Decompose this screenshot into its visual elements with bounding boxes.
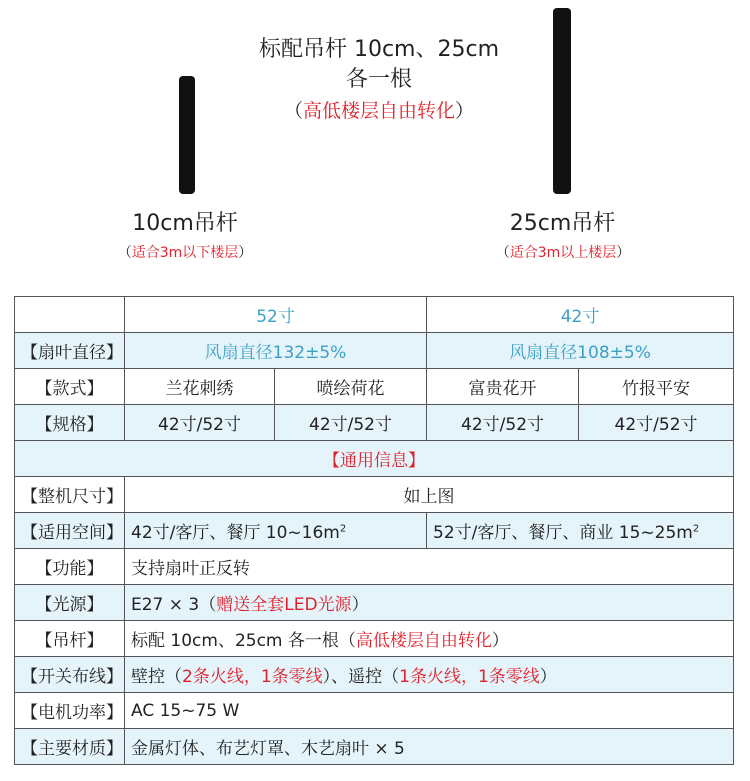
table-row [15,549,734,585]
row-label: 【开关布线】 [15,657,125,693]
table-row [15,441,734,477]
rod-25cm-label: 25cm吊杆 [509,211,616,236]
table-row [15,297,734,333]
table-corner-cell [15,297,125,333]
spec-cell: 42寸/52寸 [427,405,579,441]
row-label: 【吊杆】 [15,621,125,657]
table-row [15,405,734,441]
size-52-header: 52寸 [125,297,427,333]
general-info-header: 【通用信息】 [15,441,734,477]
table-row [15,585,734,621]
table-row [15,333,734,369]
style-cell: 竹报平安 [579,369,734,405]
rod-25cm-note: （适合3m以上楼层） [495,245,631,261]
rod-value: 标配 10cm、25cm 各一根（高低楼层自由转化） [125,621,734,657]
space-value-52: 52寸/客厅、餐厅、商业 $15\sim 25m^2$ [427,513,734,549]
function-value: 支持扇叶正反转 [125,549,734,585]
light-value: E27 × 3（赠送全套LED光源） [125,585,734,621]
style-cell: 兰花刺绣 [125,369,275,405]
space-value-42: 42寸/客厅、餐厅 $10\sim 16m^2$ [125,513,427,549]
row-label: 【适用空间】 [15,513,125,549]
header-title-line2: 各一根 [345,67,412,92]
table-row [15,621,734,657]
spec-cell: 42寸/52寸 [579,405,734,441]
table-row [15,369,734,405]
header-title-line1: 标配吊杆 10cm、25cm [258,37,500,62]
row-label: 【光源】 [15,585,125,621]
rod-10cm-label: 10cm吊杆 [132,211,238,236]
rod-10cm-note: （适合3m以下楼层） [117,245,253,261]
spec-table [14,296,734,765]
row-label: 【功能】 [15,549,125,585]
size-42-header: 42寸 [427,297,734,333]
header-subtitle: （高低楼层自由转化） [283,100,475,122]
row-label: 【主要材质】 [15,729,125,765]
table-row [15,729,734,765]
style-cell: 富贵花开 [427,369,579,405]
table-row [15,477,734,513]
table-row [15,657,734,693]
row-label: 【电机功率】 [15,693,125,729]
row-label: 【扇叶直径】 [15,333,125,369]
table-row [15,693,734,729]
rod-10cm-image [179,76,195,194]
row-label: 【款式】 [15,369,125,405]
style-cell: 喷绘荷花 [275,369,427,405]
power-value: AC 15~75 W [125,693,734,729]
rod-25cm-image [553,8,571,194]
blade-diameter-52: 风扇直径132±5% [125,333,427,369]
spec-cell: 42寸/52寸 [125,405,275,441]
row-label: 【规格】 [15,405,125,441]
wiring-value: 壁控（2条火线，1条零线）、遥控（1条火线，1条零线） [125,657,734,693]
header-subtitle-highlight: 高低楼层自由转化 [302,100,455,122]
row-label: 【整机尺寸】 [15,477,125,513]
material-value: 金属灯体、布艺灯罩、木艺扇叶 × 5 [125,729,734,765]
blade-diameter-42: 风扇直径108±5% [427,333,734,369]
table-row [15,513,734,549]
spec-cell: 42寸/52寸 [275,405,427,441]
dimensions-value: 如上图 [125,477,734,513]
